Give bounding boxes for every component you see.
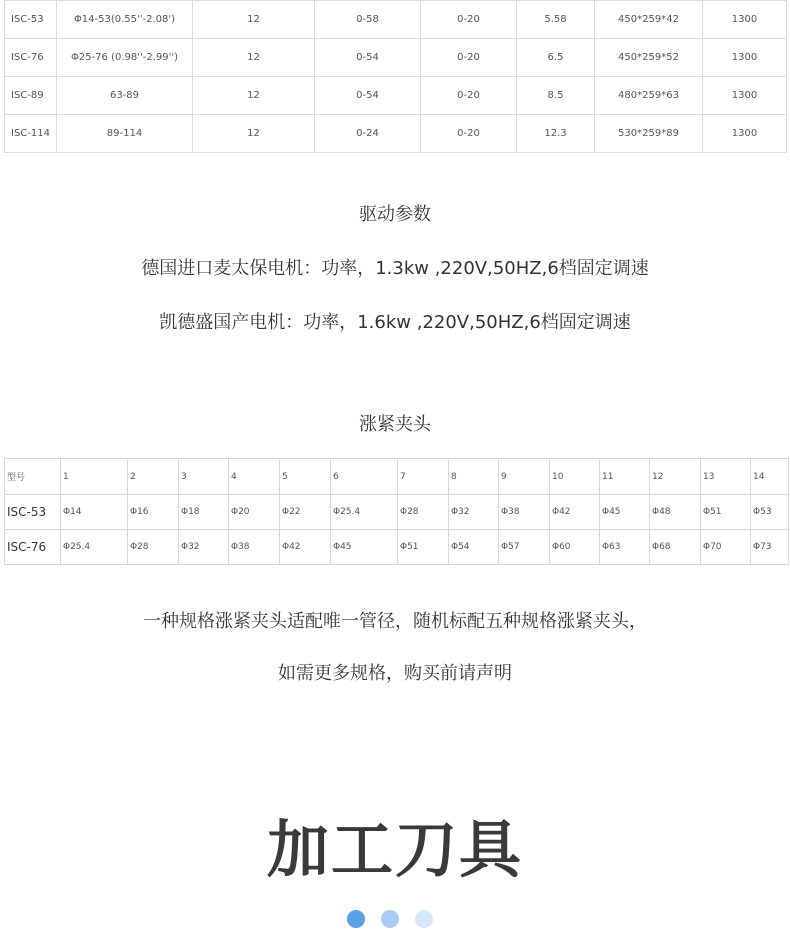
- spec-value-cell: 0-24: [315, 115, 421, 153]
- collet-size-cell: Φ28: [128, 530, 179, 565]
- collet-size-cell: Φ38: [229, 530, 280, 565]
- collet-header-cell: 型号: [5, 459, 61, 495]
- carousel-indicator: [347, 910, 433, 928]
- collet-header-cell: 7: [398, 459, 449, 495]
- collet-size-cell: Φ45: [600, 495, 650, 530]
- collet-size-cell: Φ20: [229, 495, 280, 530]
- spec-table-row: [5, 115, 787, 153]
- collet-size-cell: Φ45: [331, 530, 398, 565]
- spec-value-cell: 1300: [703, 39, 787, 77]
- collet-size-cell: Φ42: [550, 495, 600, 530]
- collet-size-cell: Φ51: [398, 530, 449, 565]
- spec-model-cell: ISC-76: [5, 39, 57, 77]
- spec-value-cell: 1300: [703, 115, 787, 153]
- collet-size-cell: Φ16: [128, 495, 179, 530]
- collet-size-cell: Φ60: [550, 530, 600, 565]
- collet-header-cell: 12: [650, 459, 701, 495]
- collet-size-cell: Φ25.4: [331, 495, 398, 530]
- collet-header-cell: 14: [751, 459, 789, 495]
- spec-model-cell: ISC-53: [5, 1, 57, 39]
- spec-value-cell: 0-20: [421, 39, 517, 77]
- spec-value-cell: 0-20: [421, 115, 517, 153]
- spec-model-cell: ISC-89: [5, 77, 57, 115]
- spec-model-cell: ISC-114: [5, 115, 57, 153]
- collet-header-cell: 11: [600, 459, 650, 495]
- spec-value-cell: 8.5: [517, 77, 595, 115]
- drive-heading: 驱动参数: [359, 204, 431, 225]
- collet-model-cell: ISC-53: [5, 495, 61, 530]
- collet-size-cell: Φ53: [751, 495, 789, 530]
- spec-value-cell: Φ14-53(0.55''-2.08'): [57, 1, 193, 39]
- spec-value-cell: 0-54: [315, 39, 421, 77]
- spec-table-row: [5, 1, 787, 39]
- drive-line-1: 德国进口麦太保电机：功率，1.3kw ,220V,50HZ,6档固定调速: [141, 258, 649, 279]
- collet-table-row: [5, 495, 789, 530]
- spec-value-cell: 1300: [703, 77, 787, 115]
- spec-table-row: [5, 77, 787, 115]
- spec-value-cell: 0-20: [421, 77, 517, 115]
- collet-size-cell: Φ68: [650, 530, 701, 565]
- collet-size-cell: Φ63: [600, 530, 650, 565]
- collet-size-cell: Φ14: [61, 495, 128, 530]
- spec-value-cell: 450*259*42: [595, 1, 703, 39]
- carousel-dot[interactable]: [347, 910, 365, 928]
- collet-note-1: 一种规格涨紧夹头适配唯一管径，随机标配五种规格涨紧夹头，: [143, 611, 647, 632]
- collet-size-cell: Φ57: [499, 530, 550, 565]
- spec-value-cell: 12.3: [517, 115, 595, 153]
- spec-value-cell: 480*259*63: [595, 77, 703, 115]
- collet-size-cell: Φ42: [280, 530, 331, 565]
- spec-value-cell: 0-58: [315, 1, 421, 39]
- collet-size-cell: Φ32: [179, 530, 229, 565]
- spec-value-cell: 12: [193, 115, 315, 153]
- collet-header-cell: 1: [61, 459, 128, 495]
- collet-header-row: [5, 459, 789, 495]
- collet-size-cell: Φ32: [449, 495, 499, 530]
- collet-model-cell: ISC-76: [5, 530, 61, 565]
- spec-value-cell: 5.58: [517, 1, 595, 39]
- collet-header-cell: 10: [550, 459, 600, 495]
- collet-size-cell: Φ73: [751, 530, 789, 565]
- spec-table-row: [5, 39, 787, 77]
- collet-table: [4, 458, 789, 565]
- spec-value-cell: 530*259*89: [595, 115, 703, 153]
- collet-header-cell: 8: [449, 459, 499, 495]
- spec-value-cell: 450*259*52: [595, 39, 703, 77]
- collet-size-cell: Φ38: [499, 495, 550, 530]
- spec-value-cell: 6.5: [517, 39, 595, 77]
- carousel-dot[interactable]: [415, 910, 433, 928]
- spec-value-cell: 1300: [703, 1, 787, 39]
- collet-table-row: [5, 530, 789, 565]
- collet-size-cell: Φ25.4: [61, 530, 128, 565]
- spec-value-cell: 12: [193, 39, 315, 77]
- spec-value-cell: 12: [193, 1, 315, 39]
- collet-header-cell: 4: [229, 459, 280, 495]
- spec-table: [4, 0, 787, 153]
- carousel-dot[interactable]: [381, 910, 399, 928]
- drive-line-2: 凯德盛国产电机：功率，1.6kw ,220V,50HZ,6档固定调速: [159, 312, 631, 333]
- collet-size-cell: Φ48: [650, 495, 701, 530]
- collet-header-cell: 9: [499, 459, 550, 495]
- collet-header-cell: 13: [701, 459, 751, 495]
- spec-value-cell: 0-54: [315, 77, 421, 115]
- spec-value-cell: 89-114: [57, 115, 193, 153]
- collet-header-cell: 2: [128, 459, 179, 495]
- collet-size-cell: Φ22: [280, 495, 331, 530]
- collet-header-cell: 3: [179, 459, 229, 495]
- collet-header-cell: 6: [331, 459, 398, 495]
- collet-size-cell: Φ54: [449, 530, 499, 565]
- collet-heading: 涨紧夹头: [359, 414, 431, 435]
- collet-size-cell: Φ51: [701, 495, 751, 530]
- collet-size-cell: Φ70: [701, 530, 751, 565]
- spec-value-cell: 0-20: [421, 1, 517, 39]
- spec-value-cell: 63-89: [57, 77, 193, 115]
- spec-value-cell: 12: [193, 77, 315, 115]
- collet-note-2: 如需更多规格，购买前请声明: [278, 663, 512, 684]
- spec-value-cell: Φ25-76 (0.98''-2.99''): [57, 39, 193, 77]
- collet-size-cell: Φ18: [179, 495, 229, 530]
- collet-size-cell: Φ28: [398, 495, 449, 530]
- collet-header-cell: 5: [280, 459, 331, 495]
- section-title: 加工刀具: [266, 813, 523, 886]
